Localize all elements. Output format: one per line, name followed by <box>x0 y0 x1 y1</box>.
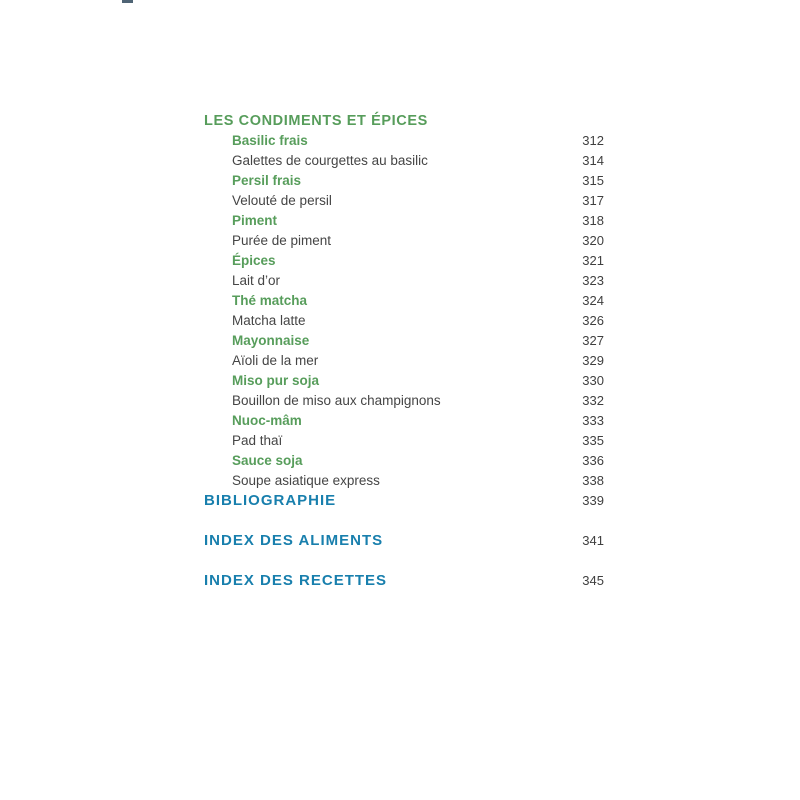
footer-sections <box>204 491 604 591</box>
entry-page-number: 336 <box>582 453 604 468</box>
entry-page-number: 338 <box>582 473 604 488</box>
entry-label: Galettes de courgettes au basilic <box>232 153 428 168</box>
entry-label: Thé matcha <box>232 293 308 308</box>
entry-page-number: 315 <box>582 173 604 188</box>
toc-entry <box>204 451 604 471</box>
toc-entry <box>204 191 604 211</box>
table-of-contents <box>204 111 604 591</box>
toc-entry <box>204 371 604 391</box>
toc-entry <box>204 211 604 231</box>
toc-entry <box>204 151 604 171</box>
entry-page-number: 321 <box>582 253 604 268</box>
toc-entry <box>204 251 604 271</box>
page-edge-mark <box>122 0 133 3</box>
footer-section <box>204 571 604 591</box>
toc-entry <box>204 131 604 151</box>
entry-page-number: 320 <box>582 233 604 248</box>
entry-label: Nuoc-mâm <box>232 413 302 428</box>
toc-entry <box>204 311 604 331</box>
toc-entry <box>204 391 604 411</box>
toc-entry <box>204 331 604 351</box>
toc-entry <box>204 271 604 291</box>
entry-page-number: 332 <box>582 393 604 408</box>
entry-page-number: 312 <box>582 133 604 148</box>
entry-label: Piment <box>232 213 278 228</box>
entry-page-number: 335 <box>582 433 604 448</box>
toc-entry <box>204 171 604 191</box>
entry-page-number: 326 <box>582 313 604 328</box>
entry-label: Mayonnaise <box>232 333 310 348</box>
entry-page-number: 317 <box>582 193 604 208</box>
toc-entry <box>204 471 604 491</box>
entry-label: Lait d’or <box>232 273 281 288</box>
footer-section-label: BIBLIOGRAPHIE <box>204 492 337 509</box>
footer-section <box>204 531 604 551</box>
entry-page-number: 327 <box>582 333 604 348</box>
entry-page-number: 333 <box>582 413 604 428</box>
toc-entry <box>204 411 604 431</box>
toc-entry <box>204 291 604 311</box>
footer-section-label: INDEX DES ALIMENTS <box>204 532 384 549</box>
section-title: LES CONDIMENTS ET ÉPICES <box>204 113 428 129</box>
entry-page-number: 329 <box>582 353 604 368</box>
entry-page-number: 330 <box>582 373 604 388</box>
toc-entry <box>204 431 604 451</box>
entry-page-number: 324 <box>582 293 604 308</box>
toc-entries <box>204 131 604 491</box>
entry-page-number: 314 <box>582 153 604 168</box>
entry-label: Basilic frais <box>232 133 308 148</box>
entry-label: Miso pur soja <box>232 373 320 388</box>
entry-label: Soupe asiatique express <box>232 473 380 488</box>
entry-label: Purée de piment <box>232 233 332 248</box>
entry-label: Velouté de persil <box>232 193 332 208</box>
entry-page-number: 318 <box>582 213 604 228</box>
toc-entry <box>204 231 604 251</box>
entry-label: Sauce soja <box>232 453 303 468</box>
entry-label: Pad thaï <box>232 433 283 448</box>
footer-section-label: INDEX DES RECETTES <box>204 572 388 589</box>
entry-label: Persil frais <box>232 173 302 188</box>
toc-entry <box>204 351 604 371</box>
entry-label: Aïoli de la mer <box>232 353 319 368</box>
footer-section-page-number: 345 <box>582 573 604 588</box>
entry-label: Bouillon de miso aux champignons <box>232 393 441 408</box>
footer-section-page-number: 339 <box>582 493 604 508</box>
entry-label: Épices <box>232 253 276 268</box>
entry-page-number: 323 <box>582 273 604 288</box>
footer-section <box>204 491 604 511</box>
entry-label: Matcha latte <box>232 313 306 328</box>
footer-section-page-number: 341 <box>582 533 604 548</box>
